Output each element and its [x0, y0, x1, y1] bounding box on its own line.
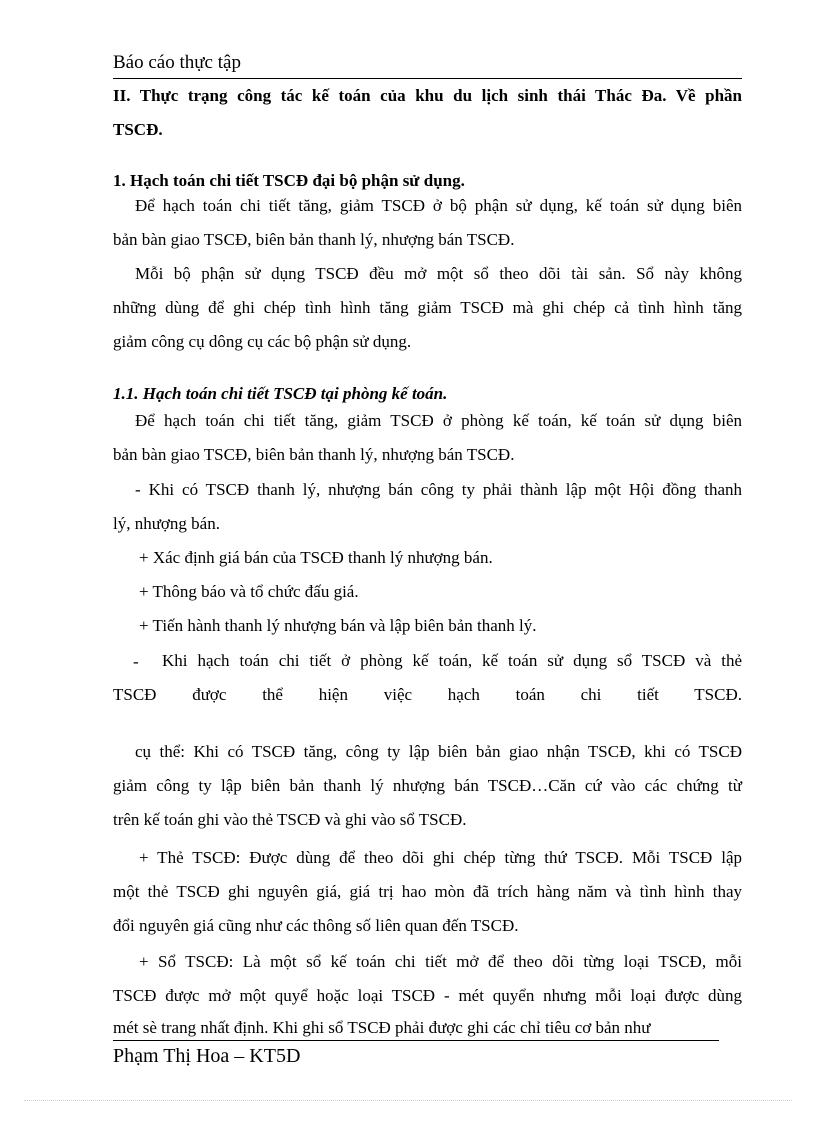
- page-bottom-border: [24, 1100, 792, 1101]
- bullet-item: + Thông báo và tổ chức đấu giá.: [139, 582, 359, 601]
- sub1-paragraph-2-line-3: giảm công cụ dông cụ các bộ phận sử dụng.: [113, 332, 412, 351]
- sub11-paragraph-3-line-2: TSCĐ được thể hiện việc hạch toán chi tiết TSCĐ.: [113, 685, 742, 704]
- section-heading-line-2: TSCĐ.: [113, 120, 163, 139]
- sub11-paragraph-1-line-2: bản bàn giao TSCĐ, biên bản thanh lý, nhượng bán TSCĐ.: [113, 445, 515, 464]
- sub11-paragraph-3-line-1: Khi hạch toán chi tiết ở phòng kế toán, kế toán sử dụng sổ TSCĐ và thẻ: [162, 651, 742, 670]
- sub11-paragraph-2-line-1: - Khi có TSCĐ thanh lý, nhượng bán công ty phải thành lập một Hội đồng thanh: [135, 480, 742, 499]
- sub11-paragraph-4-line-3: trên kế toán ghi vào thẻ TSCĐ và ghi vào sổ TSCĐ.: [113, 810, 467, 829]
- page-footer-author: Phạm Thị Hoa – KT5D: [113, 1045, 301, 1067]
- sub11-paragraph-4-line-1: cụ thể: Khi có TSCĐ tăng, công ty lập biên bản giao nhận TSCĐ, khi có TSCĐ: [135, 742, 742, 761]
- section-heading-line-1: II. Thực trạng công tác kế toán của khu du lịch sinh thái Thác Đa. Về phần: [113, 86, 742, 105]
- sub11-paragraph-1-line-1: Để hạch toán chi tiết tăng, giảm TSCĐ ở phòng kế toán, kế toán sử dụng biên: [135, 411, 742, 430]
- sub1-paragraph-1-line-2: bản bàn giao TSCĐ, biên bản thanh lý, nhượng bán TSCĐ.: [113, 230, 515, 249]
- sub11-paragraph-5-line-1: + Thẻ TSCĐ: Được dùng để theo dõi ghi chép từng thứ TSCĐ. Mỗi TSCĐ lập: [139, 848, 742, 867]
- sub1-paragraph-2-line-2: những dùng để ghi chép tình hình tăng giảm TSCĐ mà ghi chép cả tình hình tăng: [113, 298, 742, 317]
- bullet-item: + Xác định giá bán của TSCĐ thanh lý nhượng bán.: [139, 548, 493, 567]
- sub1-paragraph-2-line-1: Mỗi bộ phận sử dụng TSCĐ đều mở một sổ theo dõi tài sản. Sổ này không: [135, 264, 742, 283]
- subsection-1-heading: 1. Hạch toán chi tiết TSCĐ đại bộ phận sử dụng.: [113, 171, 465, 190]
- sub11-paragraph-2-line-2: lý, nhượng bán.: [113, 514, 220, 533]
- sub11-paragraph-5-line-3: đổi nguyên giá cũng như các thông số liên quan đến TSCĐ.: [113, 916, 519, 935]
- sub11-paragraph-6-line-2: TSCĐ được mở một quyể hoặc loại TSCĐ - mét quyển nhưng mỗi loại được dùng: [113, 986, 742, 1005]
- bullet-item: + Tiến hành thanh lý nhượng bán và lập biên bản thanh lý.: [139, 616, 537, 635]
- subsection-1-1-heading: 1.1. Hạch toán chi tiết TSCĐ tại phòng kế toán.: [113, 384, 448, 403]
- dash-marker: -: [133, 652, 139, 671]
- sub11-paragraph-5-line-2: một thẻ TSCĐ ghi nguyên giá, giá trị hao mòn đã trích hàng năm và tình hình thay: [113, 882, 742, 901]
- footer-divider: [113, 1040, 719, 1041]
- sub11-paragraph-4-line-2: giảm công ty lập biên bản thanh lý nhượng bán TSCĐ…Căn cứ vào các chứng từ: [113, 776, 742, 795]
- sub11-paragraph-6-line-3: mét sè trang nhất định. Khi ghi sổ TSCĐ phải được ghi các chỉ tiêu cơ bản như: [113, 1018, 651, 1037]
- page-header-title: Báo cáo thực tập: [113, 52, 241, 73]
- sub11-paragraph-6-line-1: + Sổ TSCĐ: Là một sổ kế toán chi tiết mở để theo dõi từng loại TSCĐ, mỗi: [139, 952, 742, 971]
- sub1-paragraph-1-line-1: Để hạch toán chi tiết tăng, giảm TSCĐ ở bộ phận sử dụng, kế toán sử dụng biên: [135, 196, 742, 215]
